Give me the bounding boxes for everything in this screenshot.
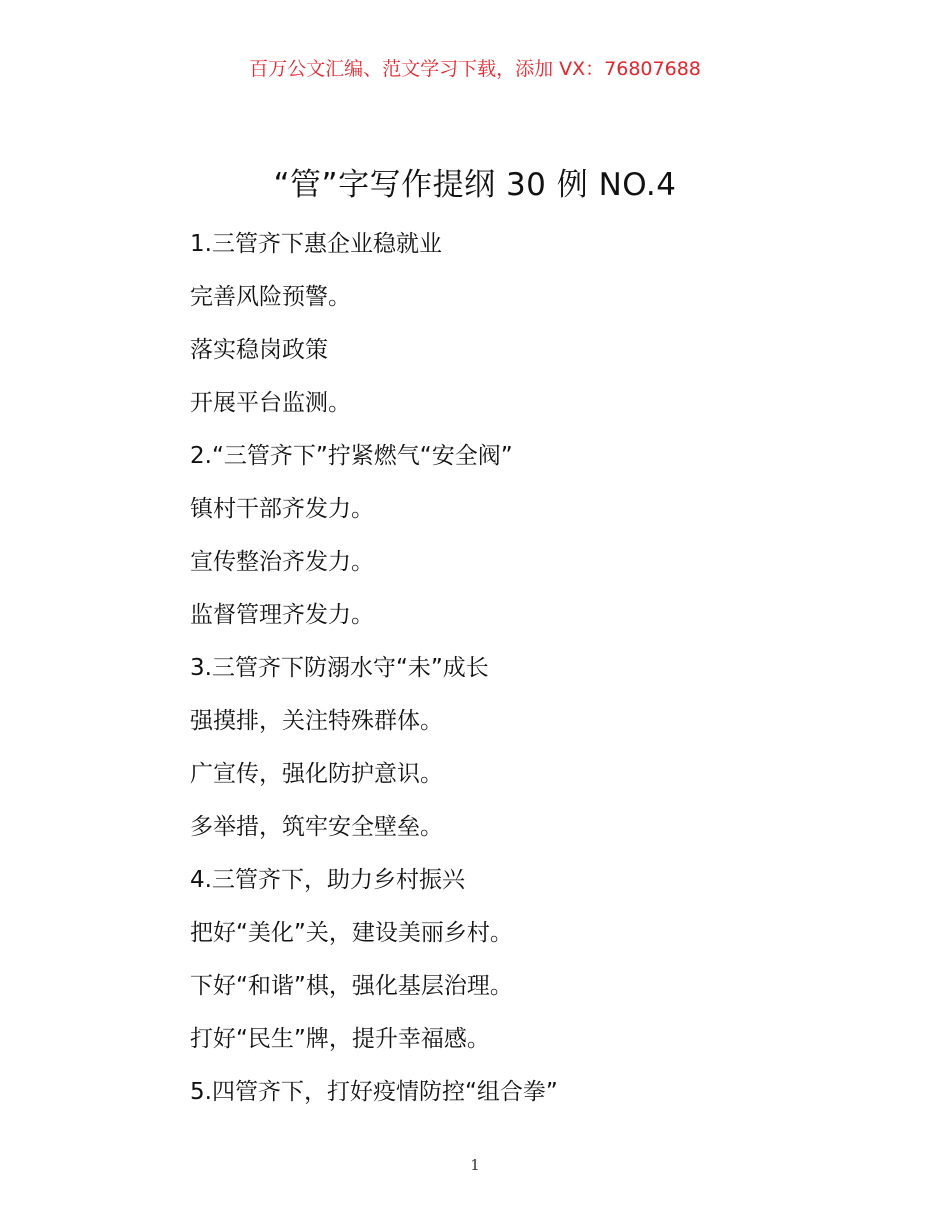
page-number: 1 — [470, 1156, 480, 1174]
outline-heading-3: 3.三管齐下防溺水守“未”成长 — [190, 655, 489, 681]
outline-item: 宣传整治齐发力。 — [190, 549, 374, 575]
outline-heading-2: 2.“三管齐下”拧紧燃气“安全阀” — [190, 443, 513, 469]
outline-heading-4: 4.三管齐下，助力乡村振兴 — [190, 867, 465, 893]
outline-item: 广宣传，强化防护意识。 — [190, 761, 443, 787]
header-banner: 百万公文汇编、范文学习下载，添加 VX：76807688 — [249, 58, 701, 80]
outline-item: 镇村干部齐发力。 — [190, 496, 374, 522]
outline-item: 完善风险预警。 — [190, 284, 351, 310]
outline-item: 多举措，筑牢安全壁垒。 — [190, 814, 443, 840]
outline-item: 下好“和谐”棋，强化基层治理。 — [190, 973, 513, 999]
outline-item: 开展平台监测。 — [190, 390, 351, 416]
outline-item: 强摸排，关注特殊群体。 — [190, 708, 443, 734]
document-title: “管”字写作提纲 30 例 NO.4 — [273, 167, 677, 203]
outline-item: 把好“美化”关，建设美丽乡村。 — [190, 920, 513, 946]
outline-heading-1: 1.三管齐下惠企业稳就业 — [190, 231, 442, 257]
document-body — [190, 218, 830, 1119]
outline-item: 打好“民生”牌，提升幸福感。 — [190, 1026, 490, 1052]
outline-item: 监督管理齐发力。 — [190, 602, 374, 628]
outline-heading-5: 5.四管齐下，打好疫情防控“组合拳” — [190, 1079, 558, 1105]
outline-item: 落实稳岗政策 — [190, 337, 328, 363]
